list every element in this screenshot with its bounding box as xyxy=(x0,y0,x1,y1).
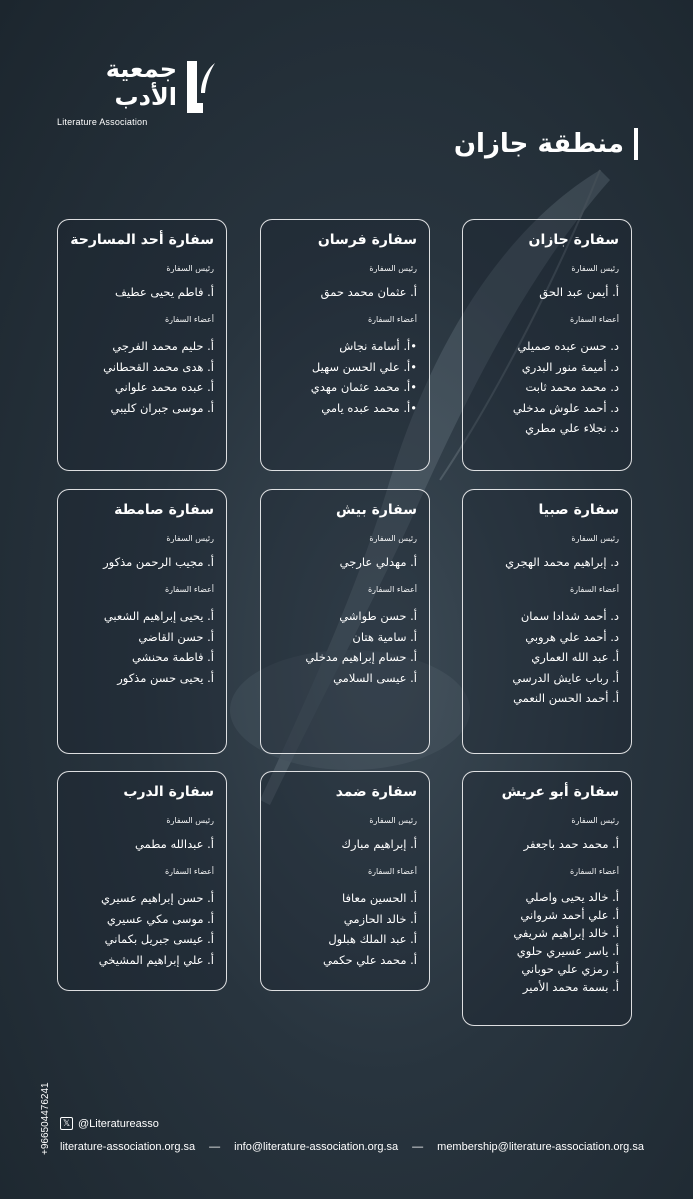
card-title: سفارة أحد المسارحة xyxy=(70,232,214,248)
member-item: أ. عبده محمد علواني xyxy=(114,380,214,394)
membership-email-link[interactable]: membership@literature-association.org.sa xyxy=(437,1141,644,1153)
member-item: أ. بسمة محمد الأمير xyxy=(522,980,619,994)
member-item: أ. ياسر عسيري حلوي xyxy=(516,944,619,958)
phone-number: +966504476241 xyxy=(40,1082,51,1155)
quill-logo-icon xyxy=(181,59,217,115)
member-item: أ. حسن القاضي xyxy=(138,629,214,644)
member-item: •أ. علي الحسن سهيل xyxy=(311,359,417,374)
head-label: رئيس السفارة xyxy=(166,264,214,273)
separator: — xyxy=(412,1141,424,1153)
members-label: أعضاء السفارة xyxy=(569,585,619,594)
members-label: أعضاء السفارة xyxy=(569,315,619,324)
card-title: سفارة فرسان xyxy=(317,232,417,248)
info-email-link[interactable]: info@literature-association.org.sa xyxy=(234,1141,399,1153)
card-title: سفارة جازان xyxy=(528,232,619,248)
member-item: أ. عبد الله العماري xyxy=(531,650,619,664)
head-name: أ. عبدالله مطمي xyxy=(134,837,214,851)
member-item: د. أحمد شدادا سمان xyxy=(520,609,619,623)
member-item: أ. حسام إبراهيم مدخلي xyxy=(305,650,417,664)
member-item: د. حسن عبده صميلي xyxy=(517,339,619,353)
head-name: أ. محمد حمد باجعفر xyxy=(523,837,619,851)
member-item: أ. خالد يحيى واصلي xyxy=(525,890,619,904)
member-item: أ. الحسين معافا xyxy=(342,891,417,905)
embassy-card-abu-arish xyxy=(462,771,632,1026)
logo-name-line2: الأدب xyxy=(114,83,177,111)
member-item: أ. محمد علي حكمي xyxy=(322,952,417,967)
embassy-card-jazan xyxy=(462,219,632,471)
member-item: أ. فاطمة محنشي xyxy=(131,650,214,664)
separator: — xyxy=(209,1141,221,1153)
embassy-card-farasan xyxy=(260,219,430,471)
member-item: أ. هدى محمد القحطاني xyxy=(103,359,214,374)
member-item: أ. خالد إبراهيم شريفي xyxy=(513,926,619,940)
member-item: أ. رمزي علي حوباني xyxy=(521,962,619,976)
card-title: سفارة صامطة xyxy=(114,502,214,518)
member-item: أ. علي أحمد شرواني xyxy=(520,908,619,922)
card-title: سفارة صبيا xyxy=(538,502,619,518)
member-item: •أ. محمد عبده يامي xyxy=(321,400,417,415)
social-handle: @Literatureasso xyxy=(78,1117,159,1130)
head-label: رئيس السفارة xyxy=(166,816,214,825)
head-label: رئيس السفارة xyxy=(166,534,214,543)
member-item: أ. سامية هتان xyxy=(352,629,417,644)
member-item: أ. عيسى السلامي xyxy=(333,670,417,685)
region-title: منطقة جازان xyxy=(454,128,638,160)
members-label: أعضاء السفارة xyxy=(367,867,417,876)
card-title: سفارة بيش xyxy=(335,502,417,518)
members-label: أعضاء السفارة xyxy=(164,867,214,876)
x-logo-icon: 𝕏 xyxy=(60,1117,73,1130)
member-item: أ. يحيى إبراهيم الشعبي xyxy=(103,609,214,623)
head-label: رئيس السفارة xyxy=(369,264,417,273)
embassy-card-aldarb xyxy=(57,771,227,991)
head-label: رئيس السفارة xyxy=(571,534,619,543)
head-name: أ. مهدلي عارجي xyxy=(339,555,417,569)
members-label: أعضاء السفارة xyxy=(164,315,214,324)
logo-name-line1: جمعية xyxy=(105,55,177,83)
members-label: أعضاء السفارة xyxy=(367,315,417,324)
embassy-card-baish xyxy=(260,489,430,754)
head-name: أ. أيمن عبد الحق xyxy=(539,285,619,299)
head-name: أ. مجيب الرحمن مذكور xyxy=(103,555,214,569)
head-label: رئيس السفارة xyxy=(369,534,417,543)
card-title: سفارة ضمد xyxy=(335,784,417,800)
website-link[interactable]: literature-association.org.sa xyxy=(60,1141,196,1153)
head-name: أ. عثمان محمد حمق xyxy=(320,285,417,299)
member-item: أ. حسن طواشي xyxy=(339,609,417,623)
member-item: أ. يحيى حسن مذكور xyxy=(117,670,214,685)
head-label: رئيس السفارة xyxy=(571,816,619,825)
member-item: د. نجلاء علي مطري xyxy=(525,421,619,435)
card-title: سفارة الدرب xyxy=(123,784,214,800)
member-item: د. أحمد علي هروبي xyxy=(525,629,619,644)
member-item: أ. عيسى جبريل بكماني xyxy=(104,932,214,946)
member-item: د. محمد محمد ثابت xyxy=(525,380,619,394)
members-label: أعضاء السفارة xyxy=(367,585,417,594)
embassy-card-damad xyxy=(260,771,430,991)
footer-links xyxy=(60,1141,644,1153)
member-item: أ. رباب عايش الدرسي xyxy=(512,670,619,685)
member-item: د. أميمة منور البدري xyxy=(521,359,619,374)
embassy-card-sabya xyxy=(462,489,632,754)
head-label: رئيس السفارة xyxy=(369,816,417,825)
member-item: •أ. أسامة نجاش xyxy=(339,339,417,353)
member-item: د. أحمد علوش مدخلي xyxy=(512,400,619,415)
members-label: أعضاء السفارة xyxy=(569,867,619,876)
embassy-card-ahad-almasarihah xyxy=(57,219,227,471)
embassy-card-samtah xyxy=(57,489,227,754)
member-item: •أ. محمد عثمان مهدي xyxy=(310,380,417,394)
member-item: أ. موسى جبران كليبي xyxy=(110,400,214,415)
member-item: أ. علي إبراهيم المشيخي xyxy=(98,952,214,967)
members-label: أعضاء السفارة xyxy=(164,585,214,594)
member-item: أ. عبد الملك هبلول xyxy=(328,932,417,946)
social-handle-row[interactable] xyxy=(60,1117,159,1130)
member-item: أ. موسى مكي عسيري xyxy=(106,911,214,926)
member-item: أ. حليم محمد الفرجي xyxy=(112,339,214,353)
member-item: أ. حسن إبراهيم عسيري xyxy=(100,891,214,905)
association-logo xyxy=(57,55,217,135)
head-name: أ. فاطم يحيى عطيف xyxy=(115,285,214,299)
member-item: أ. أحمد الحسن النعمي xyxy=(513,691,619,705)
card-title: سفارة أبو عريش xyxy=(501,784,619,800)
head-label: رئيس السفارة xyxy=(571,264,619,273)
head-name: د. إبراهيم محمد الهجري xyxy=(505,555,619,569)
head-name: أ. إبراهيم مبارك xyxy=(341,837,417,851)
logo-name-english: Literature Association xyxy=(57,117,148,127)
member-item: أ. خالد الحازمي xyxy=(343,911,417,926)
